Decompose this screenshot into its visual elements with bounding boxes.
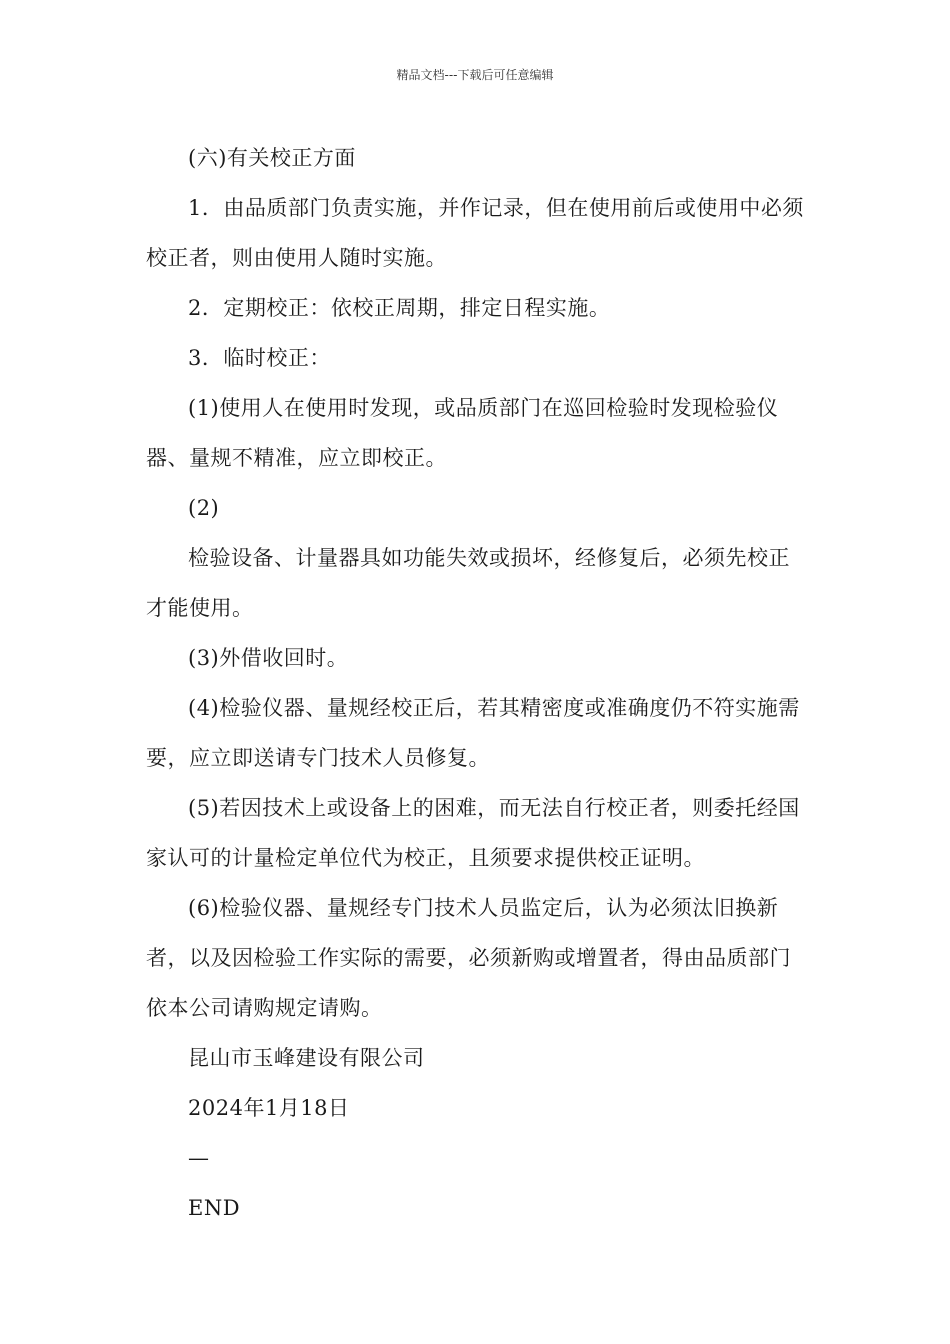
sub-item-2-label: (2) xyxy=(188,496,220,520)
document-date: 2024年1月18日 xyxy=(188,1096,350,1120)
section-heading: (六)有关校正方面 xyxy=(188,146,356,170)
separator-dash: — xyxy=(188,1146,209,1170)
document-body xyxy=(146,133,806,1233)
sub-item-6: (6)检验仪器、量规经专门技术人员监定后，认为必须汰旧换新者，以及因检验工作实际的需要，必须新购或增置者，得由品质部门依本公司请购规定请购。 xyxy=(146,896,791,1020)
paragraph-item-1: 1．由品质部门负责实施，并作记录，但在使用前后或使用中必须校正者，则由使用人随时实施。 xyxy=(146,196,804,270)
sub-item-2-text: 检验设备、计量器具如功能失效或损坏，经修复后，必须先校正才能使用。 xyxy=(146,546,790,620)
company-name: 昆山市玉峰建设有限公司 xyxy=(188,1046,425,1070)
paragraph-item-3: 3．临时校正： xyxy=(188,346,331,370)
end-marker: END xyxy=(188,1196,241,1220)
sub-item-5: (5)若因技术上或设备上的困难，而无法自行校正者，则委托经国家认可的计量检定单位代为校正，且须要求提供校正证明。 xyxy=(146,796,800,870)
page-header: 精品文档---下载后可任意编辑 xyxy=(396,68,554,82)
sub-item-4: (4)检验仪器、量规经校正后，若其精密度或准确度仍不符实施需要，应立即送请专门技术人员修复。 xyxy=(146,696,800,770)
paragraph-item-2: 2．定期校正：依校正周期，排定日程实施。 xyxy=(188,296,611,320)
sub-item-1: (1)使用人在使用时发现，或品质部门在巡回检验时发现检验仪器、量规不精准，应立即校正。 xyxy=(146,396,779,470)
sub-item-3: (3)外借收回时。 xyxy=(188,646,349,670)
